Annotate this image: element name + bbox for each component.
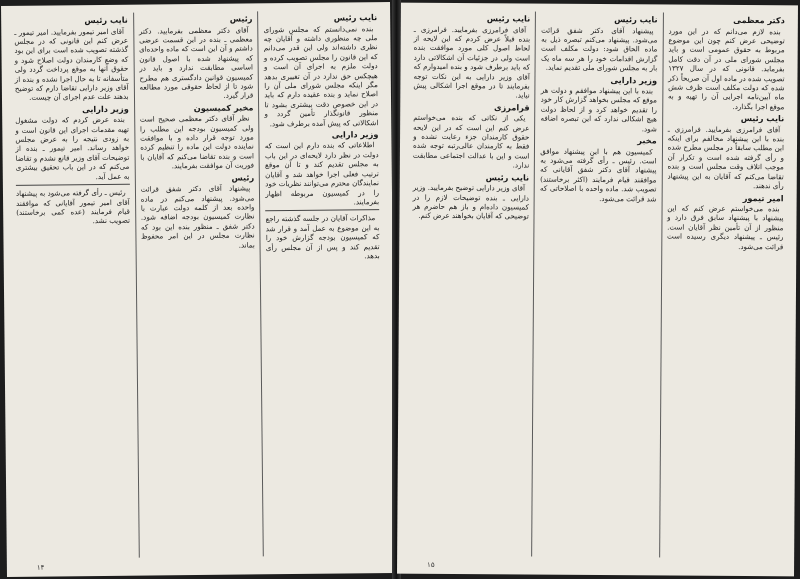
speech-paragraph: یکی از نکاتی که بنده می‌خواستم عرض کنم این است که در این لایحه حقوق کارمندان جزء رعایت نشده و فقط به کارمندان عالی‌رتبه توجه شده است و این با عدالت اجتماعی مطابقت ندارد. <box>412 112 530 170</box>
speaker-heading: وزیر دارایی <box>81 103 129 114</box>
page-number: ۱۵ <box>427 560 435 569</box>
right-page <box>397 3 798 577</box>
speech-paragraph: پیشنهاد آقای دکتر شفق قرائت می‌شود. پیشنهاد می‌کنم در ماده واحده بعد از کلمه دولت عبارت با نظارت کمیسیون بودجه اضافه شود. دکتر شفق ـ منظور بنده این بود که نظارت مجلس در این امر محفوظ بماند. <box>140 183 255 250</box>
speech-paragraph: رئیس ـ رأی گرفته می‌شود به پیشنهاد آقای امیر تیمور آقایانی که موافقند قیام فرمایند (عده کمی برخاستند) تصویب نشد. <box>15 187 130 226</box>
left-page <box>1 2 396 577</box>
speaker-heading: رئیس <box>231 172 255 183</box>
speaker-heading: نایب رئیس <box>333 12 378 23</box>
left-page-column-1 <box>258 10 387 556</box>
speech-paragraph: بنده لازم می‌دانم که در این مورد توضیحی عرض کنم چون این موضوع مربوط به حقوق عمومی است و باید مجلس شورای ملی در آن دقت کامل بفرماید. قانونی که در سال ۱۳۲۷ تصویب شده در ماده اول آن صریحاً ذکر شده که دولت مکلف است ظرف شش ماه آیین‌نامه اجرایی آن را تهیه و به موقع اجرا بگذارد. <box>667 25 785 112</box>
speaker-heading: وزیر دارایی <box>610 74 658 85</box>
page-number: ۱۴ <box>36 563 45 572</box>
speech-paragraph: نظر آقای دکتر معظمی صحیح است ولی کمیسیون بودجه این مطلب را مورد توجه قرار داده و با موافقت نماینده دولت این ماده را تنظیم کرده است و بنده تقاضا می‌کنم که آقایان با فوریت آن موافقت بفرمایند. <box>139 113 255 171</box>
speech-paragraph: پیشنهاد آقای دکتر شفق قرائت می‌شود. پیشنهاد می‌کنم تبصره ذیل به ماده الحاق شود: دولت مکلف است گزارش اقدامات خود را هر سه ماه یک بار به مجلس شورای ملی تقدیم نماید. <box>540 25 658 73</box>
speaker-heading: رئیس <box>229 13 253 24</box>
speaker-heading: وزیر دارایی <box>331 129 379 140</box>
left-page-column-3 <box>9 13 139 559</box>
speech-paragraph: مذاکرات آقایان در جلسه گذشته راجع به این موضوع به عمل آمد و قرار شد که کمیسیون بودجه گزارش خود را تقدیم کند و پس از آن مجلس رأی بدهد. <box>265 213 380 261</box>
speech-paragraph: بنده می‌خواستم عرض کنم که این پیشنهاد با پیشنهاد سابق فرق دارد و منظور از آن تأمین نظر آقایان است. رئیس ـ پیشنهاد دیگری رسیده است قرائت می‌شود. <box>667 203 784 251</box>
speaker-heading: قرامرزی <box>493 102 530 113</box>
section-divider <box>16 184 130 186</box>
right-page-columns <box>405 11 790 559</box>
section-divider <box>266 209 380 211</box>
speaker-heading: مخبر <box>637 135 657 146</box>
left-page-column-2 <box>134 11 264 557</box>
speech-paragraph: بنده نمی‌دانستم که مجلس شورای ملی چه منظوری داشته و آقایان چه نظری داشته‌اند ولی این قدر می‌دانم که این قانون را مجلس تصویب کرده و دولت ملزم به اجرای آن است و هیچکس حق ندارد در آن تغییری بدهد مگر اینکه مجلس شورای ملی آن را اصلاح نماید و بنده عقیده دارم که باید در این خصوص دقت بیشتری بشود تا منظور قانونگذار تأمین گردد و اشکالاتی که پیش آمده برطرف شود. <box>263 23 379 128</box>
speaker-heading: نایب رئیس <box>84 14 128 26</box>
speech-paragraph: آقای امیر تیمور بفرمایید. امیر تیمور ـ عرض کنم این قانونی که در مجلس گذشته تصویب شده است برای این بود که وضع کارمندان دولت اصلاح شود و حقوق آنها به موقع پرداخت گردد ولی متأسفانه تا به حال اجرا نشده و بنده از آقای وزیر دارایی تقاضا دارم که توضیح بدهند علت عدم اجرای آن چیست. <box>14 26 129 103</box>
speaker-heading: امیر تیمور <box>742 192 784 203</box>
speaker-heading: دکتر معظمی <box>733 14 785 26</box>
speaker-heading: نایب رئیس <box>485 171 530 183</box>
speech-paragraph: آقای فرامرزی بفرمایید. فرامرزی ـ بنده با این پیشنهاد مخالفم برای اینکه این مطلب سابقاً در مجلس مطرح شده و رأی گرفته شده است و تکرار آن موجب اتلاف وقت مجلس است و بنده تقاضا می‌کنم که آقایان به این پیشنهاد رأی ندهند. <box>667 124 785 191</box>
right-page-column-2 <box>532 12 663 558</box>
speech-paragraph: آقای وزیر دارایی توضیح بفرمایید. وزیر دارایی ـ بنده توضیحات لازم را در کمیسیون داده‌ام و باز هم حاضرم هر توضیحی که آقایان بخواهند عرض کنم. <box>412 182 530 221</box>
speech-paragraph: بنده عرض کردم که دولت مشغول تهیه مقدمات اجرای این قانون است و به زودی نتیجه را به عرض مجلس خواهد رساند. امیر تیمور ـ بنده از توضیحات آقای وزیر قانع نشدم و تقاضا می‌کنم که در این باب تحقیق بیشتری به عمل آید. <box>15 115 130 181</box>
left-page-columns <box>9 10 388 559</box>
speech-paragraph: آقای دکتر معظمی بفرمایید. دکتر معظمی ـ بنده در این قسمت عرضی داشتم و آن این است که ماده واحده‌ای که پیشنهاد شده با اصول قانون اساسی مطابقت ندارد و باید در کمیسیون قوانین دادگستری هم مطرح شود تا از لحاظ حقوقی مورد مطالعه قرار گیرد. <box>138 24 254 101</box>
speech-paragraph: آقای فرامرزی بفرمایید. فرامرزی ـ بنده قبلاً عرض کردم که این لایحه از لحاظ اصول کلی مورد موافقت بنده است ولی در جزئیات آن اشکالاتی دارد که باید برطرف شود و بنده امیدوارم که آقای وزیر دارایی به این نکات توجه بفرمایند تا در موقع اجرا اشکالی پیش نیاید. <box>413 24 531 100</box>
speaker-heading: نایب رئیس <box>614 14 658 25</box>
speech-paragraph: کمیسیون هم با این پیشنهاد موافق است. رئیس ـ رأی گرفته می‌شود به پیشنهاد آقای دکتر شفق آقایانی که موافقند قیام فرمایند (اکثر برخاستند) تصویب شد. ماده واحده با اصلاحاتی که شد قرائت می‌شود. <box>540 146 657 204</box>
right-page-column-3 <box>405 11 536 557</box>
speaker-heading: مخبر کمیسیون <box>193 102 254 113</box>
speech-paragraph: اطلاعاتی که بنده دارم این است که دولت در نظر دارد لایحه‌ای در این باب به مجلس تقدیم کند و تا آن موقع ترتیب فعلی اجرا خواهد شد و آقایان نمایندگان محترم می‌توانند نظریات خود را در کمیسیون مربوطه اظهار بفرمایند. <box>264 140 380 207</box>
speaker-heading: نایب رئیس <box>486 13 531 24</box>
right-page-column-1 <box>660 12 790 558</box>
speaker-heading: نایب رئیس <box>740 113 785 124</box>
speech-paragraph: بنده با این پیشنهاد موافقم و دولت هر موقع که مجلس بخواهد گزارش کار خود را تقدیم خواهد کرد و از لحاظ دولت هیچ اشکالی ندارد که این تبصره اضافه شود. <box>540 85 658 134</box>
